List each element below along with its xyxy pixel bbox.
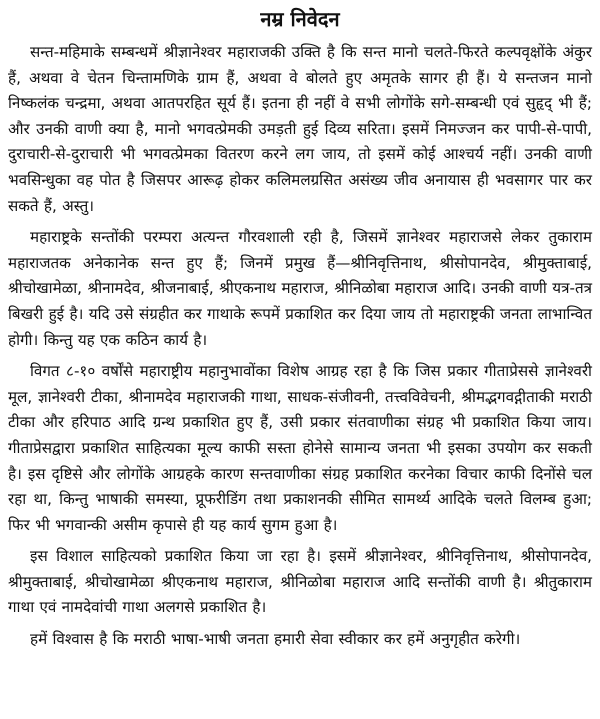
paragraph-3: विगत ८-१० वर्षोंसे महाराष्ट्रीय महानुभावोंका विशेष आग्रह रहा है कि जिस प्रकार गीताप्रेससे ज्ञानेश्वरी मूल, ज्ञानेश्वरी टीका, श्रीनामदेव महाराजकी गाथा, साधक-संजीवनी, तत्त्वविवेचनी, श्रीमद्भगवद्गीताकी मराठी टीका और हरिपाठ आदि ग्रन्थ प्रकाशित हुए हैं, उसी प्रकार संतवाणीका संग्रह भी प्रकाशित किया जाय। गीताप्रेसद्वारा प्रकाशित साहित्यका मूल्य काफी सस्ता होनेसे सामान्य जनता भी इसका उपयोग कर सकती है। इस दृष्टिसे और लोगोंके आग्रहके कारण सन्तवाणीका संग्रह प्रकाशित करनेका विचार काफी दिनोंसे चल रहा था, किन्तु भाषाकी समस्या, प्रूफरीडिंग तथा प्रकाशनकी सीमित सामर्थ्य आदिके चलते विलम्ब हुआ; फिर भी भगवान्की असीम कृपासे ही यह कार्य सुगम हुआ है। bbox=[8, 362, 592, 534]
paragraph-2: महाराष्ट्रके सन्तोंकी परम्परा अत्यन्त गौरवशाली रही है, जिसमें ज्ञानेश्वर महाराजसे लेकर तुकाराम महाराजतक अनेकानेक सन्त हुए हैं; जिनमें प्रमुख हैं—श्रीनिवृत्तिनाथ, श्रीसोपानदेव, श्रीमुक्ताबाई, श्रीचोखामेळा, श्रीनामदेव, श्रीजनाबाई, श्रीएकनाथ महाराज, श्रीनिळोबा महाराज आदि। उनकी वाणी यत्र-तत्र बिखरी हुई है। यदि उसे संग्रहीत कर गाथाके रूपमें प्रकाशित कर दिया जाय तो महाराष्ट्रकी जनता लाभान्वित होगी। किन्तु यह एक कठिन कार्य है। bbox=[8, 228, 592, 349]
paragraph-4: इस विशाल साहित्यको प्रकाशित किया जा रहा है। इसमें श्रीज्ञानेश्वर, श्रीनिवृत्तिनाथ, श्रीसोपानदेव, श्रीमुक्ताबाई, श्रीचोखामेळा श्रीएकनाथ महाराज, श्रीनिळोबा महाराज आदि सन्तोंकी वाणी है। श्रीतुकाराम गाथा एवं नामदेवांची गाथा अलगसे प्रकाशित है। bbox=[8, 547, 592, 617]
paragraph-1: सन्त-महिमाके सम्बन्धमें श्रीज्ञानेश्वर महाराजकी उक्ति है कि सन्त मानो चलते-फिरते कल्पवृक्षोंके अंकुर हैं, अथवा वे चेतन चिन्तामणिके ग्राम हैं, अथवा वे बोलते हुए अमृतके सागर ही हैं। ये सन्तजन मानो निष्कलंक चन्द्रमा, अथवा आतपरहित सूर्य हैं। इतना ही नहीं वे सभी लोगोंके सगे-सम्बन्धी एवं सुहृद् भी हैं; और उनकी वाणी क्या है, मानो भगवत्प्रेमकी उमड़ती हुई दिव्य सरिता। इसमें निमज्जन कर पापी-से-पापी, दुराचारी-से-दुराचारी भी भगवत्प्रेमका वितरण करने लग जाय, तो इसमें कोई आश्चर्य नहीं। उनकी वाणी भवसिन्धुका वह पोत है जिसपर आरूढ़ होकर कलिमलग्रसित असंख्य जीव अनायास ही भवसागर पार कर सकते हैं, अस्तु। bbox=[8, 43, 592, 215]
paragraph-5: हमें विश्वास है कि मराठी भाषा-भाषी जनता हमारी सेवा स्वीकार कर हमें अनुगृहीत करेगी। bbox=[30, 630, 521, 649]
page-title: नम्र निवेदन bbox=[260, 7, 340, 31]
